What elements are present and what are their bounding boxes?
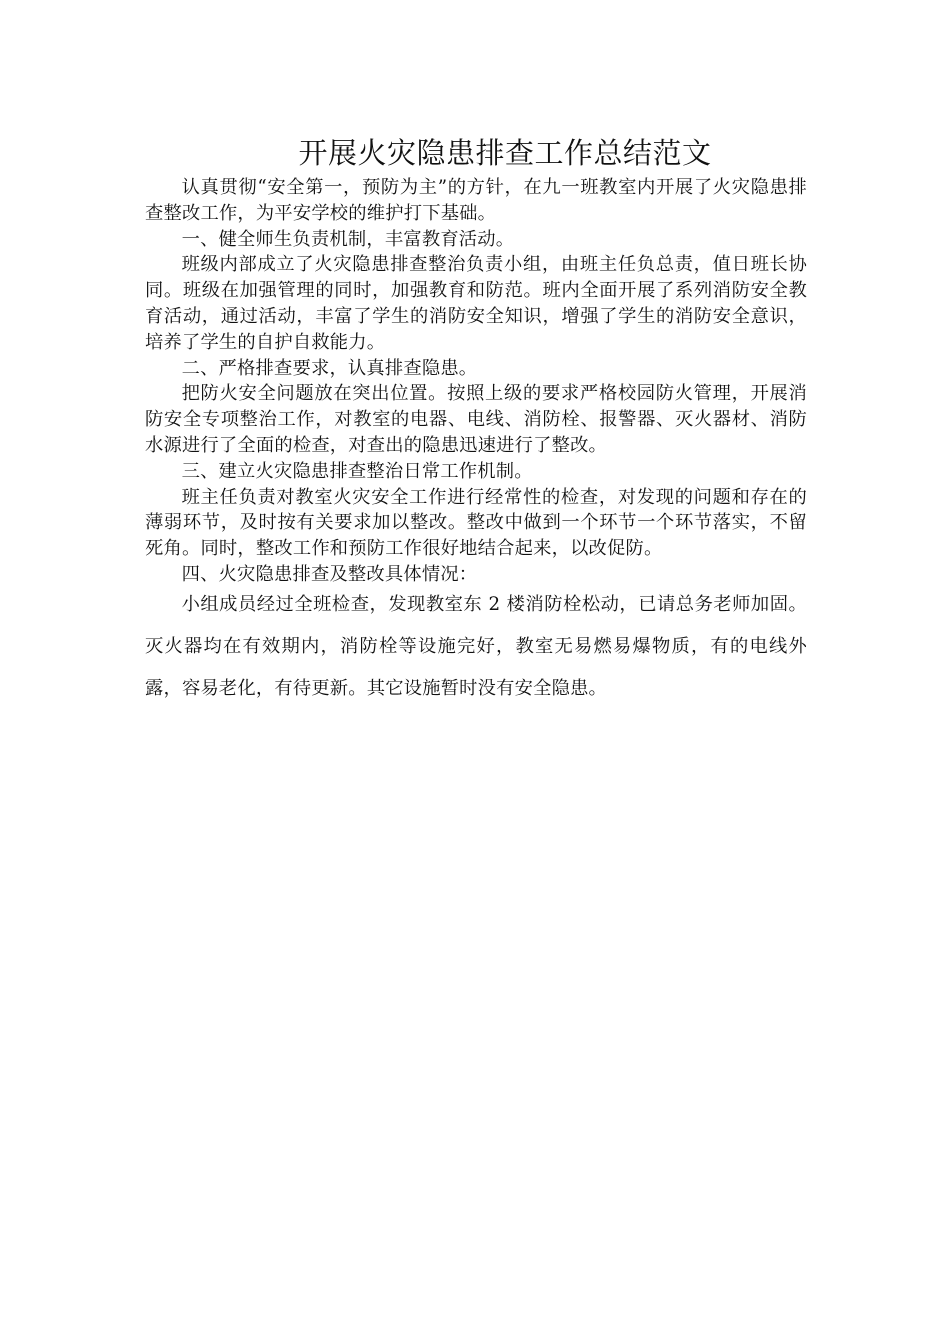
section-heading-1: 一、健全师生负责机制，丰富教育活动。: [181, 228, 515, 250]
document-body: [145, 175, 807, 710]
paragraph-intro: 认真贯彻“安全第一，预防为主”的方针，在九一班教室内开展了火灾隐患排查整改工作，为平安学校的维护打下基础。: [145, 177, 807, 224]
section-heading-2: 二、严格排查要求，认真排查隐患。: [181, 357, 478, 379]
document-title: 开展火灾隐患排查工作总结范文: [298, 136, 712, 170]
paragraph-section-3: 班主任负责对教室火灾安全工作进行经常性的检查，对发现的问题和存在的薄弱环节，及时按有关要求加以整改。整改中做到一个环节一个环节落实，不留死角。同时，整改工作和预防工作很好地结合起来，以改促防。: [145, 486, 807, 560]
section-heading-4: 四、火灾隐患排查及整改具体情况：: [181, 563, 478, 585]
paragraph-section-1: 班级内部成立了火灾隐患排查整治负责小组，由班主任负总责，值日班长协同。班级在加强管理的同时，加强教育和防范。班内全面开展了系列消防安全教育活动，通过活动，丰富了学生的消防安全知识，增强了学生的消防安全意识，培养了学生的自护自救能力。: [145, 254, 807, 353]
paragraph-section-4: 小组成员经过全班检查，发现教室东 2 楼消防栓松动，已请总务老师加固。灭火器均在有效期内，消防栓等设施完好，教室无易燃易爆物质，有的电线外露，容易老化，有待更新。其它设施暂时没有安全隐患。: [145, 593, 807, 699]
section-heading-3: 三、建立火灾隐患排查整治日常工作机制。: [181, 460, 533, 482]
paragraph-section-2: 把防火安全问题放在突出位置。按照上级的要求严格校园防火管理，开展消防安全专项整治工作，对教室的电器、电线、消防栓、报警器、灭火器材、消防水源进行了全面的检查，对查出的隐患迅速进行了整改。: [145, 383, 807, 456]
